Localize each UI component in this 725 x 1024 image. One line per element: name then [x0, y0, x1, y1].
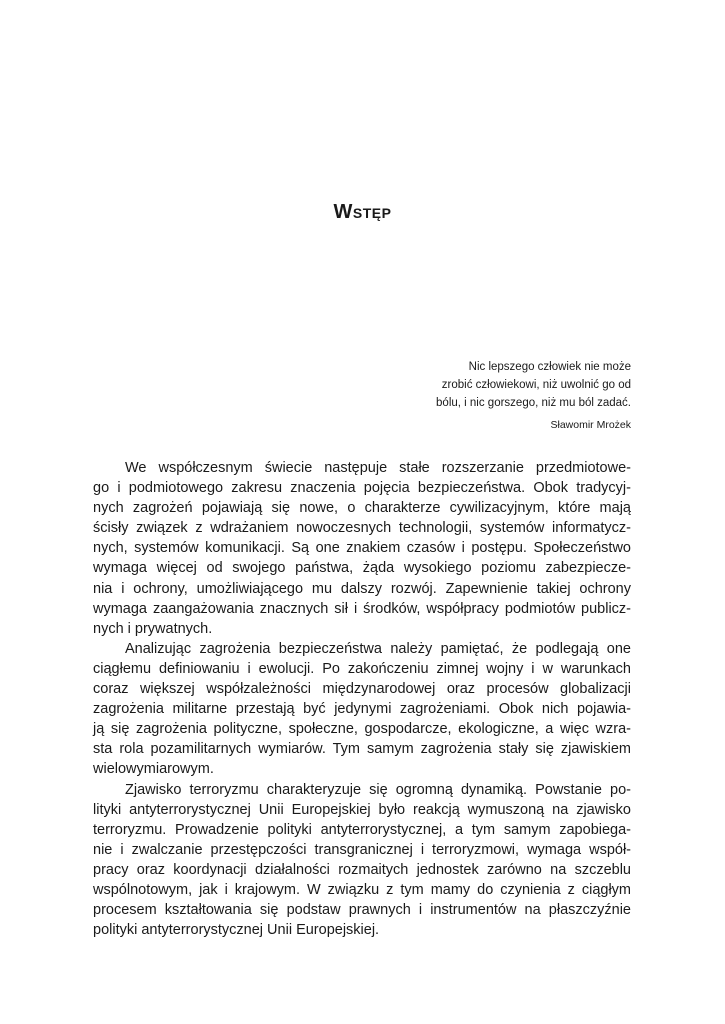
epigraph — [391, 358, 631, 434]
text-line: nie i zwalczanie przestępczości transgranicznej i terroryzmowi, wymaga współ- — [93, 841, 631, 858]
text-line: zagrożenia militarne przestają być jedynymi zagrożeniami. Obok nich pojawia- — [93, 701, 631, 718]
paragraph-1 — [93, 458, 631, 639]
text-line: wymaga zaangażowania znacznych sił i środków, współpracy podmiotów publicz- — [93, 600, 631, 617]
chapter-title: Wstęp — [333, 201, 392, 223]
text-line: sta rola pozamilitarnych wymiarów. Tym samym zagrożenia stały się zjawiskiem — [93, 741, 631, 758]
text-line: pracy oraz koordynacji działalności rozmaitych jednostek zarówno na szczeblu — [93, 861, 631, 878]
epigraph-author: Sławomir Mrożek — [550, 419, 631, 431]
paragraph-2 — [93, 639, 631, 780]
text-line: polityki antyterrorystycznej Unii Europejskiej. — [93, 922, 380, 939]
text-line: wspólnotowym, jak i krajowym. W związku z tym mamy do czynienia z ciągłym — [93, 881, 631, 898]
text-line: go i podmiotowego zakresu znaczenia pojęcia bezpieczeństwa. Obok tradycyj- — [93, 480, 631, 497]
text-line: wymaga więcej od swojego państwa, żąda wysokiego poziomu zabezpiecze- — [93, 560, 631, 577]
text-line: coraz większej współzależności międzynarodowej oraz procesów globalizacji — [93, 681, 631, 698]
text-line: lityki antyterrorystycznej Unii Europejskiej było reakcją wymuszoną na zjawisko — [93, 801, 631, 818]
text-line: wielowymiarowym. — [93, 761, 214, 778]
epigraph-line: Nic lepszego człowiek nie może — [468, 361, 631, 373]
text-line: We współczesnym świecie następuje stałe rozszerzanie przedmiotowe- — [125, 460, 631, 476]
body-text — [93, 458, 631, 940]
text-line: nych, systemów komunikacji. Są one znakiem czasów i postępu. Społeczeństwo — [93, 540, 631, 557]
text-line: terroryzmu. Prowadzenie polityki antyterrorystycznej, a tym samym zapobiega- — [93, 821, 631, 838]
text-line: procesem kształtowania się podstaw prawnych i instrumentów na płaszczyźnie — [93, 902, 631, 919]
paragraph-3 — [93, 780, 631, 941]
text-line: ścisły związek z wdrażaniem nowoczesnych technologii, systemów informatycz- — [93, 520, 631, 537]
text-line: Zjawisko terroryzmu charakteryzuje się ogromną dynamiką. Powstanie po- — [125, 781, 631, 798]
text-line: ciągłemu definiowaniu i ewolucji. Po zakończeniu zimnej wojny i w warunkach — [93, 660, 631, 677]
text-line: Analizując zagrożenia bezpieczeństwa należy pamiętać, że podlegają one — [125, 640, 631, 657]
text-line: ją się zagrożenia polityczne, społeczne, gospodarcze, ekologiczne, a więc wzra- — [93, 721, 631, 738]
text-line: nych zagrożeń pojawiają się nowe, o charakterze cywilizacyjnym, które mają — [93, 500, 631, 517]
text-line: nia i ochrony, umożliwiającego mu dalszy rozwój. Zapewnienie takiej ochrony — [93, 580, 631, 597]
epigraph-line: zrobić człowiekowi, niż uwolnić go od — [441, 379, 631, 391]
epigraph-line: bólu, i nic gorszego, niż mu ból zadać. — [436, 397, 631, 409]
text-line: nych i prywatnych. — [93, 620, 213, 637]
